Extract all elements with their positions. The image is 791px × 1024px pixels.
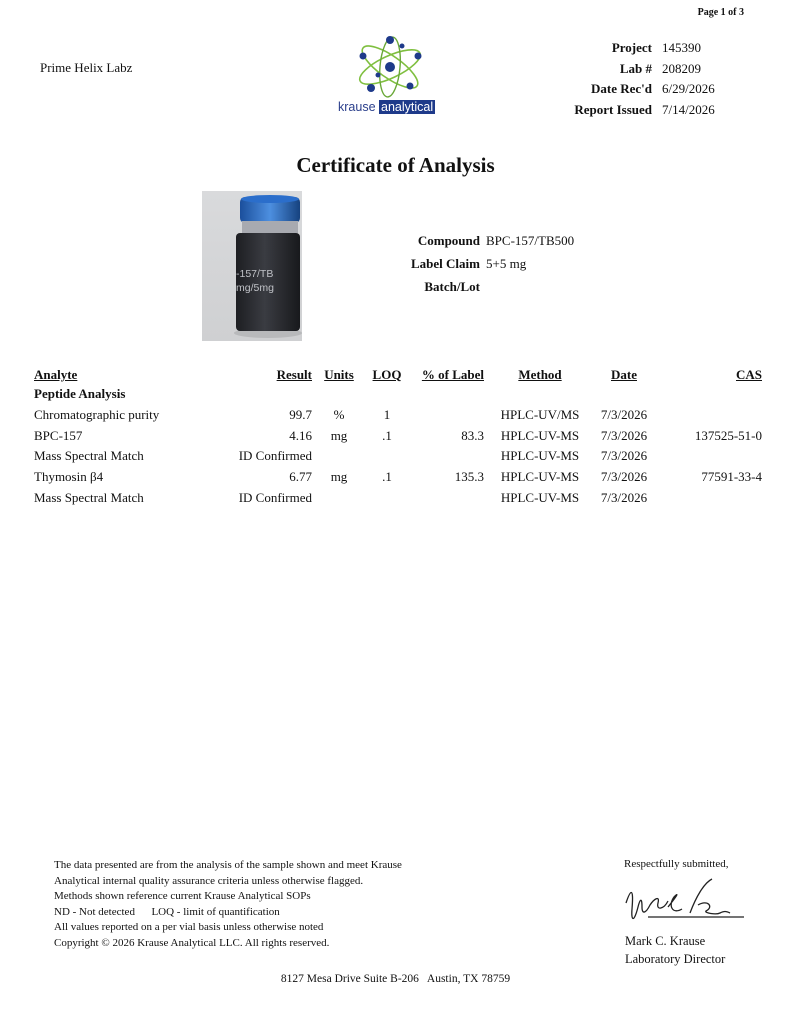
cell-percent-label: 83.3 bbox=[461, 427, 484, 443]
report-meta bbox=[560, 40, 715, 123]
section-row bbox=[34, 384, 762, 405]
cell-date: 7/3/2026 bbox=[600, 407, 648, 423]
compound-row: Compound BPC-157/TB500 bbox=[417, 233, 575, 248]
cell-analyte: BPC-157 bbox=[34, 427, 83, 443]
signatory bbox=[625, 932, 725, 968]
cell-units bbox=[312, 446, 366, 467]
cell-percent-label bbox=[408, 405, 484, 426]
table-row bbox=[34, 487, 762, 508]
cell-method: HPLC-UV-MS bbox=[500, 469, 580, 485]
cell-analyte: Mass Spectral Match bbox=[34, 448, 144, 464]
footnote-line: The data presented are from the analysis of the sample shown and meet Krause bbox=[54, 859, 402, 871]
col-method: Method bbox=[518, 367, 562, 382]
handwritten-signature bbox=[620, 873, 750, 936]
vial-label-line-1: -157/TB bbox=[236, 268, 274, 280]
table-row bbox=[34, 405, 762, 426]
footnotes bbox=[54, 858, 402, 952]
cell-result: ID Confirmed bbox=[238, 448, 312, 464]
col-percent-label: % of Label bbox=[421, 367, 484, 382]
cell-analyte: Mass Spectral Match bbox=[34, 489, 144, 505]
section-title: Peptide Analysis bbox=[34, 386, 126, 402]
cell-cas: 77591-33-4 bbox=[701, 469, 762, 485]
cell-loq bbox=[366, 446, 408, 467]
cell-units: % bbox=[333, 407, 345, 423]
footnote-line: All values reported on a per vial basis unless otherwise noted bbox=[54, 921, 324, 934]
footnote-line: Analytical internal quality assurance criteria unless otherwise flagged. bbox=[54, 874, 364, 887]
table-row bbox=[34, 425, 762, 446]
meta-lab-number: Lab # 208209 bbox=[619, 60, 701, 76]
label-claim-row: Label Claim 5+5 mg bbox=[411, 256, 527, 271]
footnote-line: Copyright © 2026 Krause Analytical LLC. All rights reserved. bbox=[54, 936, 330, 949]
cell-units bbox=[312, 487, 366, 508]
cell-date: 7/3/2026 bbox=[600, 469, 648, 485]
sample-vial-photo bbox=[202, 191, 302, 341]
cell-method: HPLC-UV-MS bbox=[500, 427, 580, 443]
cell-cas bbox=[652, 446, 762, 467]
vial-label-line-2: mg/5mg bbox=[236, 282, 274, 294]
cell-analyte: Thymosin β4 bbox=[34, 469, 104, 485]
col-cas: CAS bbox=[735, 367, 762, 382]
krause-logo bbox=[338, 34, 454, 118]
cell-date: 7/3/2026 bbox=[600, 448, 648, 464]
cell-date: 7/3/2026 bbox=[600, 427, 648, 443]
cell-units: mg bbox=[330, 427, 348, 443]
cell-result: 4.16 bbox=[289, 427, 312, 443]
cell-cas: 137525-51-0 bbox=[694, 427, 762, 443]
footnote-line: ND - Not detected LOQ - limit of quantification bbox=[54, 905, 280, 918]
document-title: Certificate of Analysis bbox=[296, 153, 495, 177]
cell-method: HPLC-UV-MS bbox=[500, 448, 580, 464]
col-result: Result bbox=[276, 367, 312, 382]
footnote-line: Methods shown reference current Krause Analytical SOPs bbox=[54, 890, 311, 903]
cell-analyte: Chromatographic purity bbox=[34, 407, 160, 423]
table-row bbox=[34, 467, 762, 488]
cell-method: HPLC-UV-MS bbox=[500, 489, 580, 505]
batch-lot-row: Batch/Lot bbox=[424, 279, 480, 294]
cell-loq: .1 bbox=[382, 469, 392, 485]
atom-icon bbox=[354, 34, 426, 100]
signature-intro: Respectfully submitted, bbox=[624, 858, 729, 870]
meta-project: Project 145390 bbox=[611, 40, 701, 55]
col-date: Date bbox=[611, 367, 637, 382]
page-number: Page 1 of 3 bbox=[697, 7, 744, 18]
logo-wordmark bbox=[338, 100, 435, 114]
logo-word-krause: krause bbox=[338, 100, 376, 114]
cell-loq: .1 bbox=[382, 427, 392, 443]
logo-word-analytical: analytical bbox=[381, 100, 434, 114]
results-table bbox=[34, 366, 762, 508]
table-row bbox=[34, 446, 762, 467]
cell-cas bbox=[652, 405, 762, 426]
cell-percent-label bbox=[408, 446, 484, 467]
cell-result: ID Confirmed bbox=[238, 489, 312, 505]
cell-result: 6.77 bbox=[289, 469, 312, 485]
col-loq: LOQ bbox=[372, 367, 402, 382]
compound-info bbox=[385, 233, 574, 302]
cell-date: 7/3/2026 bbox=[600, 489, 648, 505]
lab-address: 8127 Mesa Drive Suite B-206 Austin, TX 78759 bbox=[280, 973, 511, 985]
cell-loq bbox=[366, 487, 408, 508]
signatory-name: Mark C. Krause bbox=[625, 934, 706, 948]
cell-result: 99.7 bbox=[289, 407, 312, 423]
meta-date-received: Date Rec'd 6/29/2026 bbox=[590, 81, 715, 97]
col-units: Units bbox=[324, 367, 354, 382]
signatory-role: Laboratory Director bbox=[625, 952, 726, 966]
table-header-row bbox=[34, 366, 762, 384]
cell-cas bbox=[652, 487, 762, 508]
cell-percent-label bbox=[408, 487, 484, 508]
cell-loq: 1 bbox=[383, 407, 391, 423]
cell-method: HPLC-UV/MS bbox=[500, 407, 580, 423]
meta-report-issued: Report Issued 7/14/2026 bbox=[574, 102, 715, 118]
cell-percent-label: 135.3 bbox=[454, 469, 484, 485]
col-analyte: Analyte bbox=[34, 367, 78, 382]
cell-units: mg bbox=[330, 469, 348, 485]
client-name: Prime Helix Labz bbox=[40, 60, 133, 75]
